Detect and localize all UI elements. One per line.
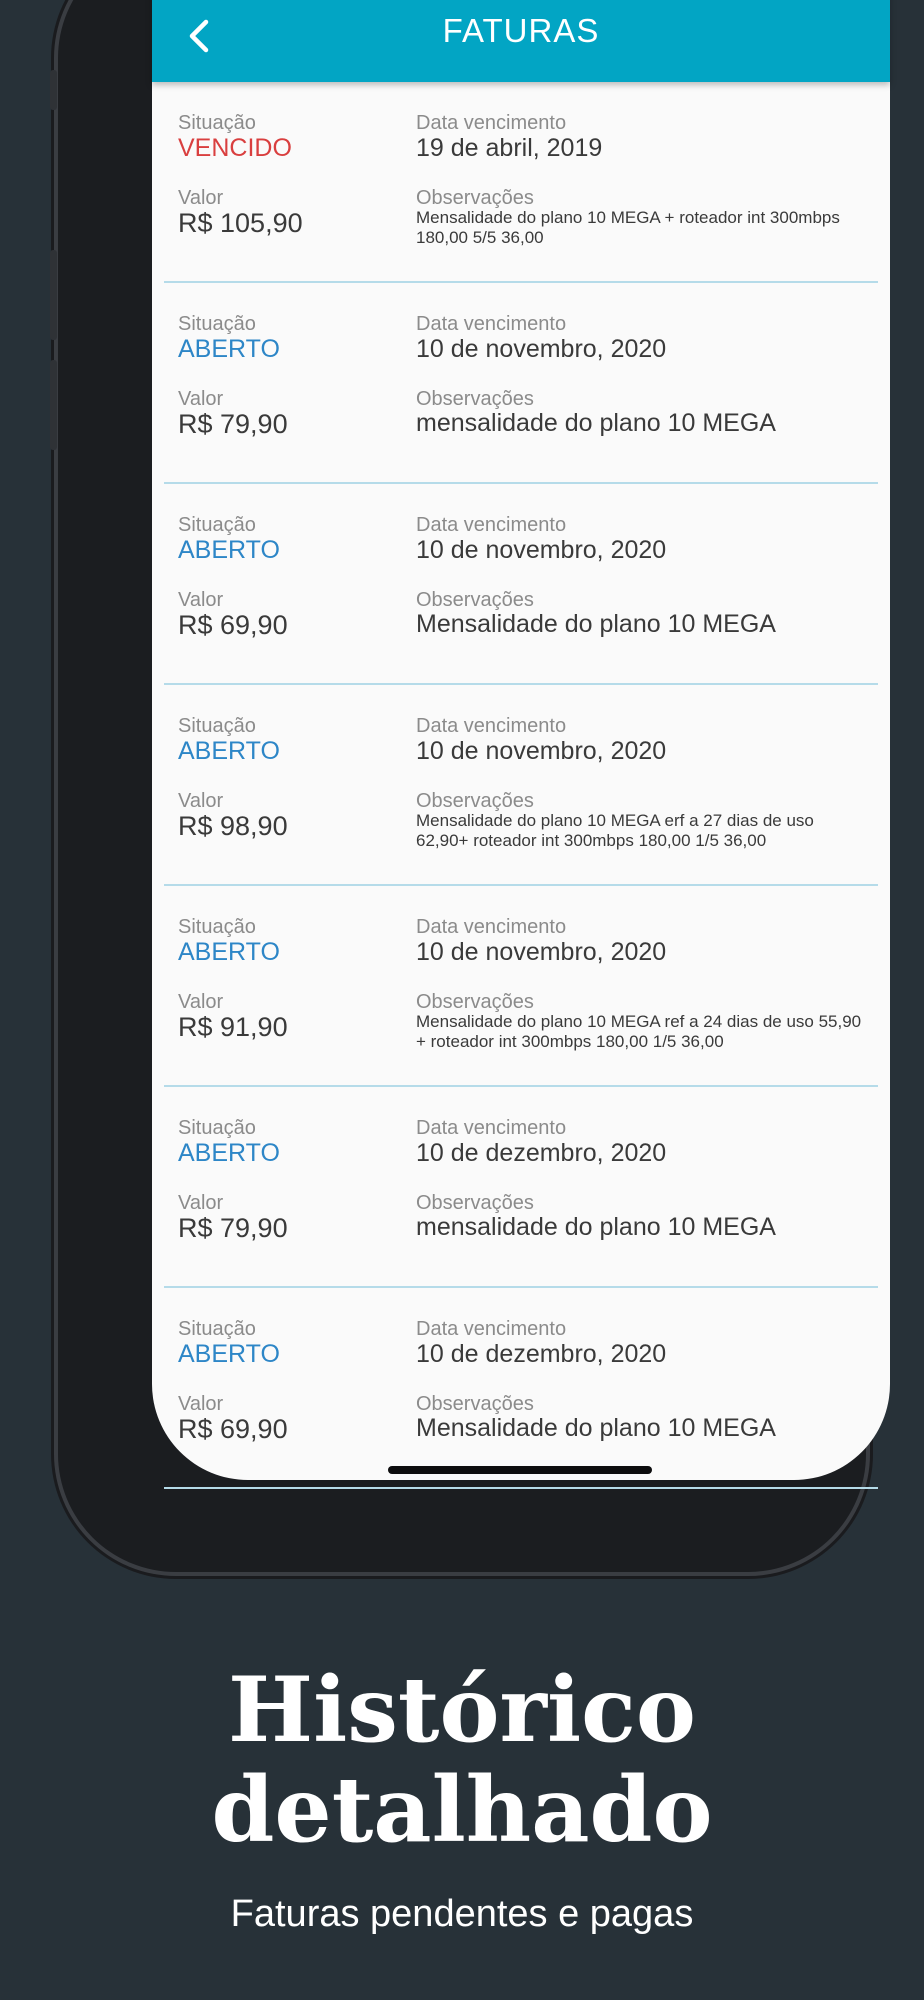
- notes-value: Mensalidade do plano 10 MEGA ref a 24 dias de uso 55,90 + roteador int 300mbps 180,00 1/5 36,00: [416, 1012, 862, 1051]
- invoice-item[interactable]: [164, 283, 878, 484]
- status-label: Situação: [178, 514, 256, 536]
- notes-value: mensalidade do plano 10 MEGA: [416, 409, 776, 437]
- status-value: VENCIDO: [178, 134, 292, 162]
- due-date-value: 10 de dezembro, 2020: [416, 1340, 667, 1368]
- due-date-label: Data vencimento: [416, 715, 567, 737]
- amount-label: Valor: [178, 991, 224, 1013]
- notes-label: Observações: [416, 790, 534, 812]
- due-date-label: Data vencimento: [416, 1318, 567, 1340]
- notes-label: Observações: [416, 388, 534, 410]
- status-value: ABERTO: [178, 1340, 280, 1368]
- due-date-value: 10 de dezembro, 2020: [416, 1139, 667, 1167]
- app-bar: [152, 0, 890, 82]
- promo-headline: [0, 1657, 924, 1863]
- due-date-label: Data vencimento: [416, 112, 567, 134]
- due-date-value: 10 de novembro, 2020: [416, 938, 667, 966]
- due-date-value: 10 de novembro, 2020: [416, 335, 667, 363]
- amount-label: Valor: [178, 1393, 224, 1415]
- amount-label: Valor: [178, 388, 224, 410]
- notes-label: Observações: [416, 991, 534, 1013]
- status-label: Situação: [178, 916, 256, 938]
- due-date-value: 10 de novembro, 2020: [416, 536, 667, 564]
- status-label: Situação: [178, 1117, 256, 1139]
- notes-value: Mensalidade do plano 10 MEGA + roteador int 300mbps 180,00 5/5 36,00: [416, 208, 840, 247]
- amount-value: R$ 105,90: [178, 208, 303, 238]
- status-label: Situação: [178, 715, 256, 737]
- notes-label: Observações: [416, 589, 534, 611]
- status-value: ABERTO: [178, 737, 280, 765]
- promo-headline-line1: Histórico: [228, 1657, 696, 1763]
- phone-frame: [58, 0, 866, 1572]
- amount-label: Valor: [178, 187, 224, 209]
- status-value: ABERTO: [178, 335, 280, 363]
- home-indicator[interactable]: [388, 1466, 652, 1474]
- invoice-item[interactable]: [164, 82, 878, 283]
- amount-value: R$ 79,90: [178, 409, 288, 439]
- volume-down-button: [50, 360, 57, 450]
- amount-value: R$ 69,90: [178, 610, 288, 640]
- amount-label: Valor: [178, 790, 224, 812]
- due-date-label: Data vencimento: [416, 514, 567, 536]
- amount-label: Valor: [178, 589, 224, 611]
- page-title: FATURAS: [442, 12, 600, 49]
- invoice-list[interactable]: [152, 82, 890, 1444]
- due-date-label: Data vencimento: [416, 313, 567, 335]
- amount-value: R$ 98,90: [178, 811, 288, 841]
- invoice-item[interactable]: [164, 886, 878, 1087]
- volume-up-button: [50, 250, 57, 340]
- status-value: ABERTO: [178, 1139, 280, 1167]
- status-label: Situação: [178, 1318, 256, 1340]
- notes-value: Mensalidade do plano 10 MEGA: [416, 1414, 776, 1442]
- invoice-item[interactable]: [164, 484, 878, 685]
- status-value: ABERTO: [178, 938, 280, 966]
- due-date-label: Data vencimento: [416, 916, 567, 938]
- notes-value: mensalidade do plano 10 MEGA: [416, 1213, 776, 1241]
- due-date-label: Data vencimento: [416, 1117, 567, 1139]
- mute-switch: [50, 70, 57, 110]
- amount-label: Valor: [178, 1192, 224, 1214]
- notes-label: Observações: [416, 1393, 534, 1415]
- notes-value: Mensalidade do plano 10 MEGA: [416, 610, 776, 638]
- status-label: Situação: [178, 112, 256, 134]
- promo-headline-line2: detalhado: [211, 1757, 713, 1863]
- app-screen: [152, 0, 890, 1480]
- invoice-item[interactable]: [164, 685, 878, 886]
- amount-value: R$ 79,90: [178, 1213, 288, 1243]
- promo-subtitle: Faturas pendentes e pagas: [230, 1893, 694, 1935]
- status-value: ABERTO: [178, 536, 280, 564]
- notes-label: Observações: [416, 187, 534, 209]
- status-label: Situação: [178, 313, 256, 335]
- notes-label: Observações: [416, 1192, 534, 1214]
- amount-value: R$ 69,90: [178, 1414, 288, 1444]
- due-date-value: 10 de novembro, 2020: [416, 737, 667, 765]
- due-date-value: 19 de abril, 2019: [416, 134, 603, 162]
- notes-value: Mensalidade do plano 10 MEGA erf a 27 dias de uso 62,90+ roteador int 300mbps 180,00 1/5 36,00: [416, 811, 814, 850]
- invoice-item[interactable]: [164, 1087, 878, 1288]
- amount-value: R$ 91,90: [178, 1012, 288, 1042]
- invoice-item[interactable]: [164, 1288, 878, 1489]
